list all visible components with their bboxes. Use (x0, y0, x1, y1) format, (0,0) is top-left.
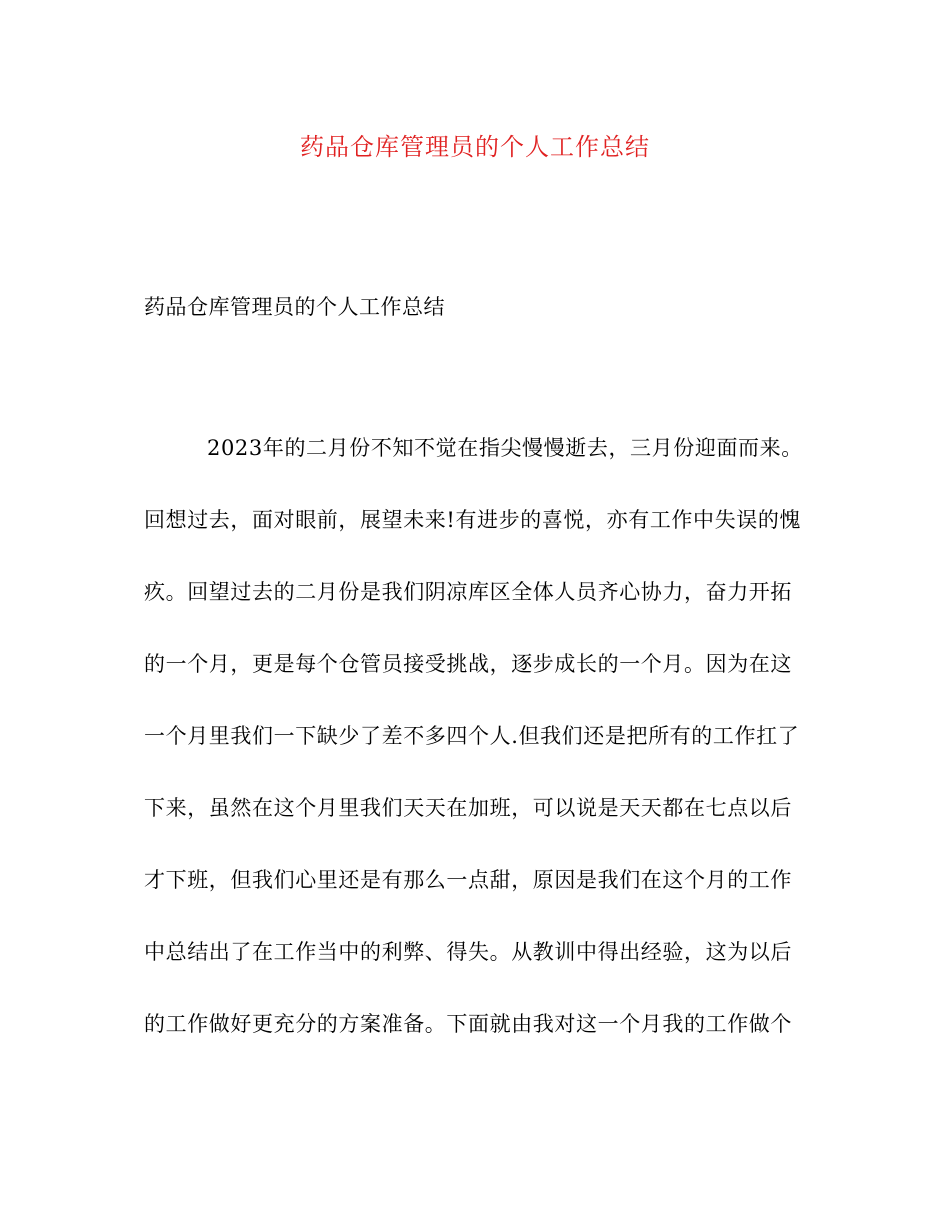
body-line: 的一个月，更是每个仓管员接受挑战，逐步成长的一个月。因为在这 (144, 652, 792, 676)
body-line: 的工作做好更充分的方案准备。下面就由我对这一个月我的工作做个 (144, 1012, 792, 1036)
document-title: 药品仓库管理员的个人工作总结 (300, 133, 650, 161)
body-line: 回想过去，面对眼前，展望未来!有进步的喜悦，亦有工作中失误的愧 (144, 508, 802, 532)
body-line: 下来，虽然在这个月里我们天天在加班，可以说是天天都在七点以后 (144, 796, 792, 820)
body-line: 中总结出了在工作当中的利弊、得失。从教训中得出经验，这为以后 (144, 940, 792, 964)
body-line: 一个月里我们一下缺少了差不多四个人.但我们还是把所有的工作扛了 (144, 724, 800, 748)
document-subtitle: 药品仓库管理员的个人工作总结 (144, 295, 445, 319)
body-line: 疚。回望过去的二月份是我们阴凉库区全体人员齐心协力，奋力开拓 (144, 580, 792, 604)
body-line: 2023年的二月份不知不觉在指尖慢慢逝去，三月份迎面而来。 (207, 436, 803, 460)
body-line: 才下班，但我们心里还是有那么一点甜，原因是我们在这个月的工作 (144, 868, 792, 892)
